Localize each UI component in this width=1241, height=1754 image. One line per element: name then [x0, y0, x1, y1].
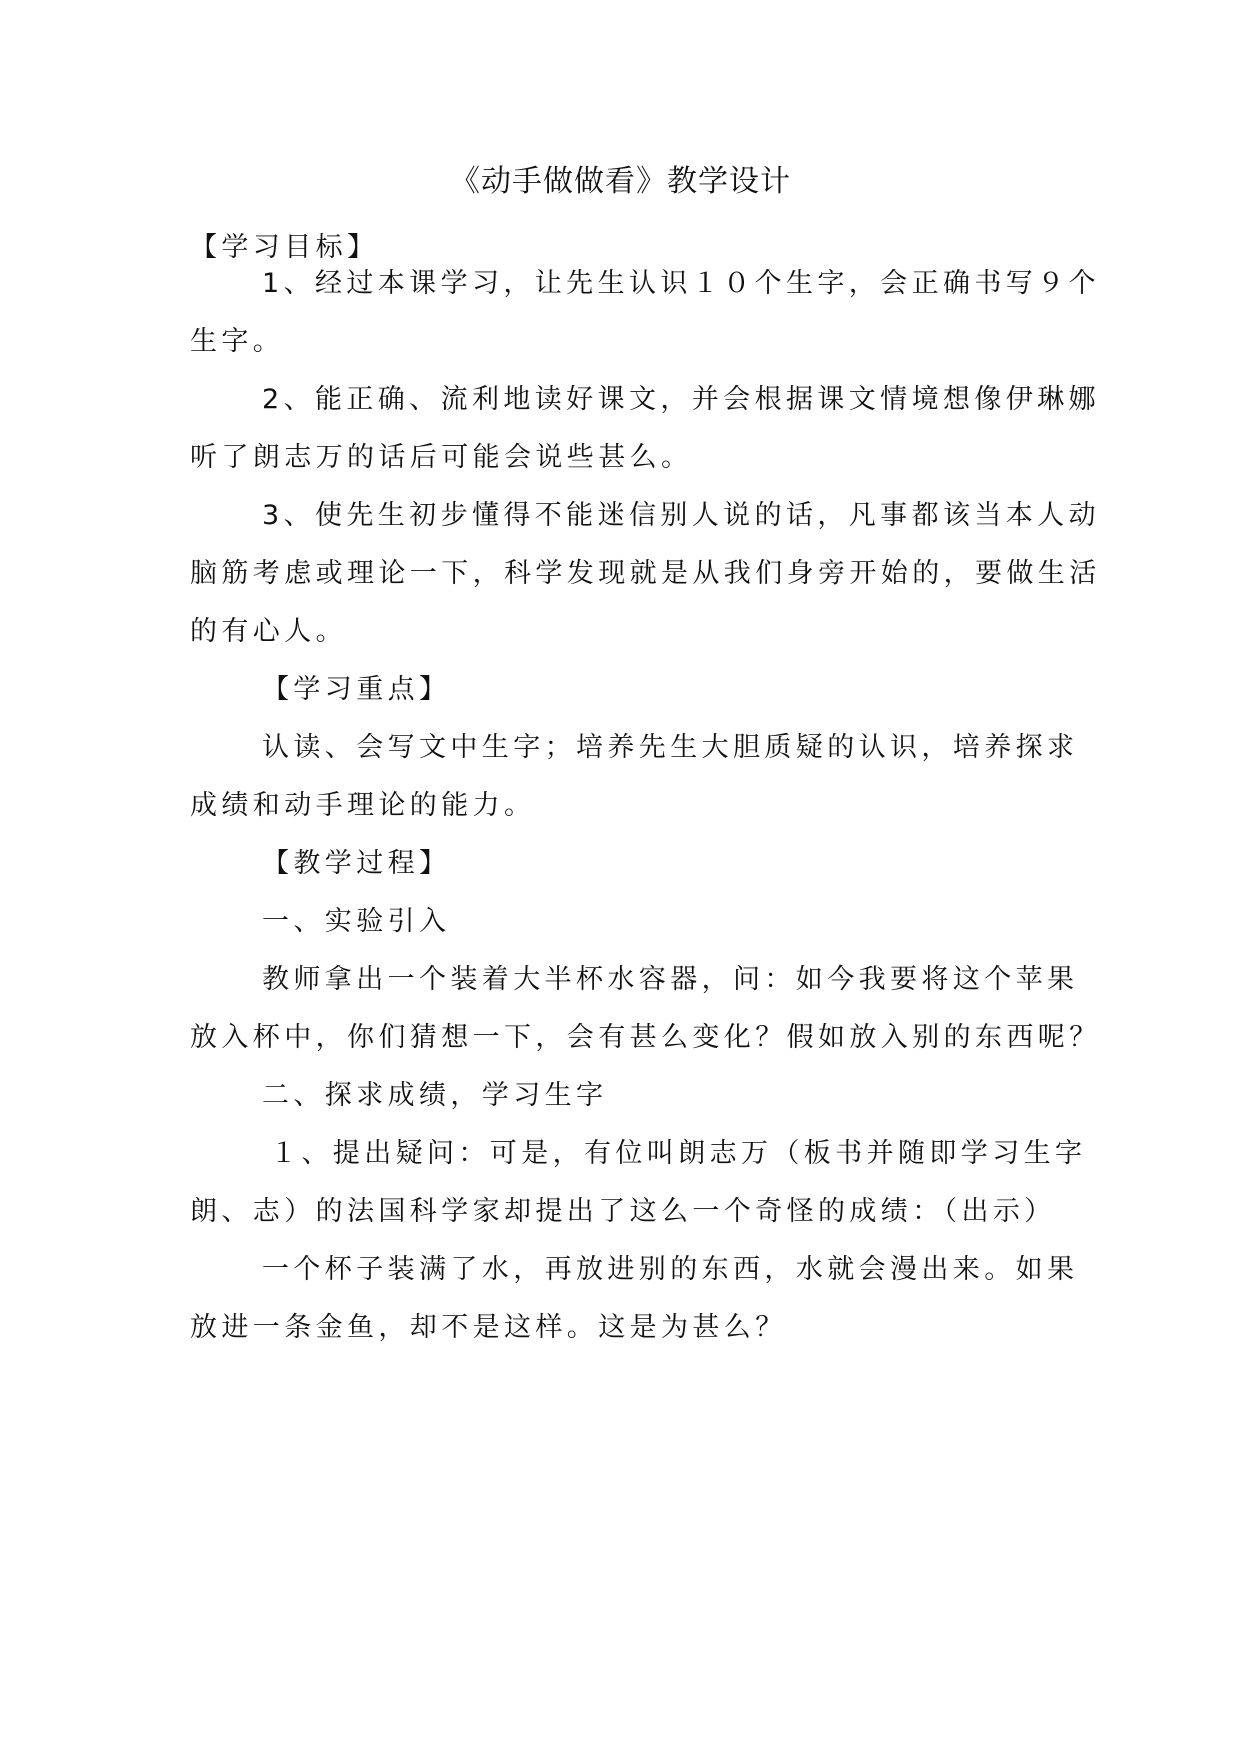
- paragraph-line: 听了朗志万的话后可能会说些甚么。: [190, 442, 693, 473]
- paragraph-line: 一个杯子装满了水，再放进别的东西，水就会漫出来。如果: [262, 1254, 1079, 1285]
- paragraph-line: 认读、会写文中生字；培养先生大胆质疑的认识，培养探求: [262, 732, 1079, 763]
- heading-learning-focus: 【学习重点】: [262, 674, 451, 705]
- paragraph-line: 脑筋考虑或理论一下，科学发现就是从我们身旁开始的，要做生活: [190, 558, 1101, 589]
- heading-learning-goals: 【学习目标】: [190, 232, 379, 263]
- paragraph-line: 放入杯中，你们猜想一下，会有甚么变化？假如放入别的东西呢？: [190, 1022, 1101, 1053]
- section-heading: 二、探求成绩，学习生字: [262, 1080, 608, 1111]
- paragraph-line: 生字。: [190, 326, 285, 357]
- document-title: 《动手做做看》教学设计: [450, 164, 791, 199]
- paragraph-line: 的有心人。: [190, 616, 347, 647]
- paragraph-line: 成绩和动手理论的能力。: [190, 790, 536, 821]
- paragraph-line: 2、能正确、流利地读好课文，并会根据课文情境想像伊琳娜: [262, 384, 1100, 415]
- heading-teaching-process: 【教学过程】: [262, 848, 451, 879]
- paragraph-line: 朗、志）的法国科学家却提出了这么一个奇怪的成绩：（出示）: [190, 1196, 1056, 1227]
- paragraph-line: 放进一条金鱼，却不是这样。这是为甚么？: [190, 1312, 787, 1343]
- paragraph-line: 1、经过本课学习，让先生认识１０个生字，会正确书写９个: [262, 268, 1100, 299]
- paragraph-line: 教师拿出一个装着大半杯水容器，问：如今我要将这个苹果: [262, 964, 1079, 995]
- paragraph-line: １、提出疑问：可是，有位叫朗志万（板书并随即学习生字: [270, 1138, 1087, 1169]
- paragraph-line: 3、使先生初步懂得不能迷信别人说的话，凡事都该当本人动: [262, 500, 1100, 531]
- section-heading: 一、实验引入: [262, 906, 451, 937]
